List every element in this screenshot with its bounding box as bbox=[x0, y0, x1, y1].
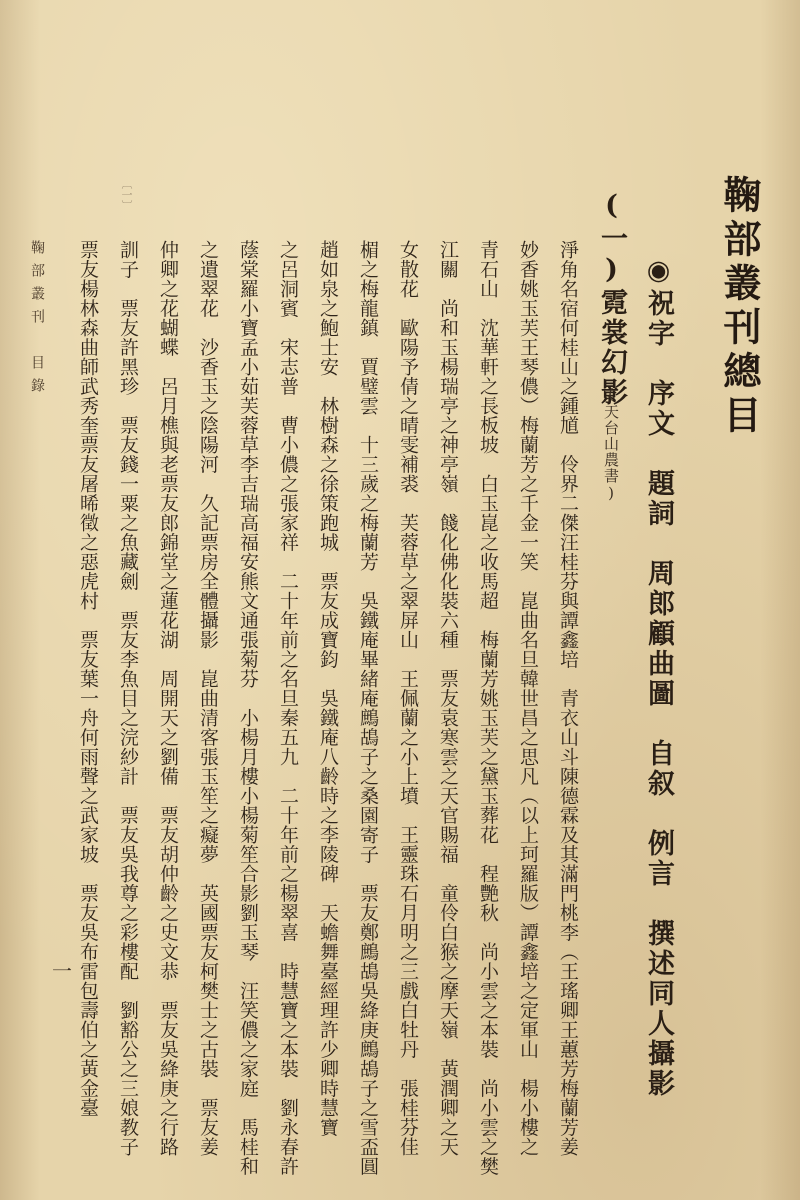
toc-line: 江關 尚和玉楊瑞亭之神亭嶺 餞化佛化裝六種 票友袁寒雲之天官賜福 童伶白猴之摩天嶺 黃潤卿之天 bbox=[437, 240, 459, 1157]
section-heading: (一)霓裳幻影 bbox=[596, 190, 627, 408]
toc-line: 妙香姚玉芙王琴儂）梅蘭芳之千金一笑 崑曲名旦韓世昌之思凡（以上珂羅版）譚鑫培之定軍山 楊小樓之 bbox=[517, 240, 539, 1157]
section-author-note: (天台山農書) bbox=[602, 385, 620, 503]
toc-line: 趙如泉之鮑士安 林樹森之徐策跑城 票友成寶鈞 吳鐵庵八齡時之李陵碑 天蟾舞臺經理許少卿時慧寶 bbox=[317, 240, 339, 1137]
toc-line: 楣之梅龍鎮 賈璧雲 十三歲之梅蘭芳 吳鐵庵畢緒庵鷓鴣子之桑園寄子 票友鄭鷓鴣吳絳庚鷓鴣子之雪盃圓 bbox=[357, 240, 379, 1176]
toc-line: 之遺翠花 沙香玉之陰陽河 久記票房全體攝影 崑曲清客張玉笙之癡夢 英國票友柯樊士之古裝 票友姜 bbox=[197, 240, 219, 1157]
page-title: 鞠部叢刊總目 bbox=[717, 175, 762, 439]
front-matter-line: ◉祝字 序文 題詞 周郎顧曲圖 自叙 例言 撰述同人攝影 bbox=[643, 255, 674, 1099]
toc-line: 訓子 票友許黑珍 票友錢一粟之魚藏劍 票友李魚目之浣紗計 票友吳我尊之彩樓配 劉豁公之三娘教子 bbox=[117, 240, 139, 1157]
margin-stamp: 〔一〕 bbox=[120, 178, 133, 211]
toc-line: 之呂洞賓 宋志普 曹小儂之張家祥 二十年前之名旦秦五九 二十年前之楊翠喜 時慧寶之本裝 劉永春許 bbox=[277, 240, 299, 1176]
toc-line: 蔭棠羅小寶孟小茹芙蓉草李吉瑞高福安熊文通張菊芬 小楊月樓小楊菊笙合影劉玉琴 汪笑儂之家庭 馬桂和 bbox=[237, 240, 259, 1176]
page-number: 一 bbox=[52, 959, 72, 983]
toc-line: 女散花 歐陽予倩之晴雯補裘 芙蓉草之翠屏山 王佩蘭之小上墳 王靈珠石月明之三戲白牡丹 張桂芬佳 bbox=[397, 240, 419, 1157]
toc-line: 淨角名宿何桂山之鍾馗 伶界二傑汪桂芬與譚鑫培 青衣山斗陳德霖及其滿門桃李（王瑤卿王蕙芳梅蘭芳姜 bbox=[557, 240, 579, 1157]
toc-line: 票友楊林森曲師武秀奎票友屠晞徵之惡虎村 票友葉一舟何雨聲之武家坡 票友吳布雷包壽伯之黃金臺 bbox=[77, 240, 99, 1118]
toc-line: 青石山 沈華軒之長板坡 白玉崑之收馬超 梅蘭芳姚玉芙之黛玉葬花 程艷秋 尚小雲之本裝 尚小雲之樊 bbox=[477, 240, 499, 1176]
page-footer: 鞠部叢刊 目錄 bbox=[29, 240, 45, 401]
toc-line: 仲卿之花蝴蝶 呂月樵與老票友郎錦堂之蓮花湖 周開天之劉備 票友胡仲齡之史文恭 票友吳絳庚之行路 bbox=[157, 240, 179, 1157]
